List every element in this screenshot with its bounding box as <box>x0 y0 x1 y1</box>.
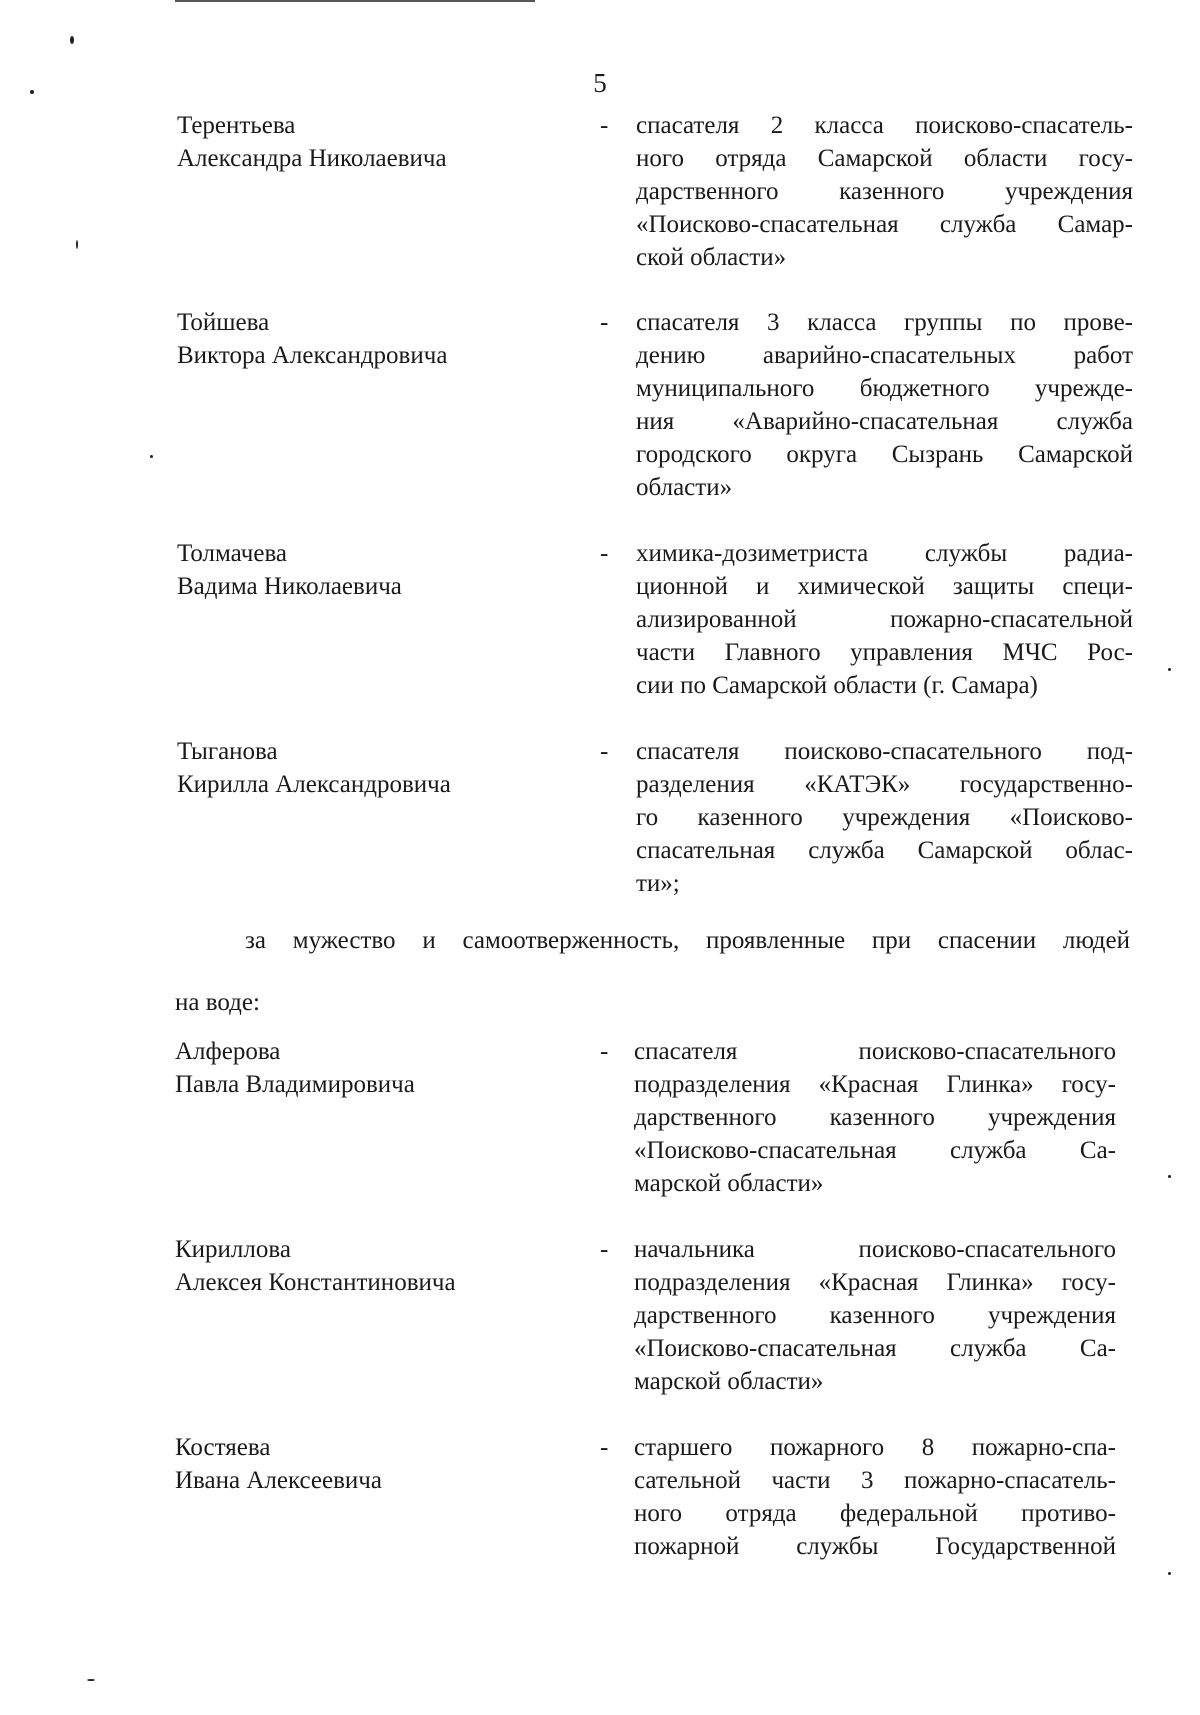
description-line: дарственного казенного учреждения <box>636 178 1133 205</box>
description-line: ного отряда федеральной противо- <box>634 1500 1116 1527</box>
scan-speck <box>1168 668 1171 671</box>
position-description <box>634 1233 1116 1398</box>
description-line: ти»; <box>636 870 680 897</box>
scan-speck <box>1168 1175 1171 1178</box>
given-names: Кирилла Александровича <box>177 771 451 798</box>
description-line: ния «Аварийно-спасательная служба <box>636 408 1133 435</box>
position-description <box>636 537 1133 702</box>
description-line: «Поисково-спасательная служба Са- <box>634 1335 1116 1362</box>
position-description <box>634 1431 1116 1563</box>
position-description <box>636 735 1133 900</box>
scan-speck <box>1168 1572 1171 1575</box>
surname: Терентьева <box>177 112 296 139</box>
person-name <box>175 1431 565 1497</box>
description-line: дарственного казенного учреждения <box>634 1104 1116 1131</box>
given-names: Александра Николаевича <box>177 145 447 172</box>
entry-dash: - <box>600 738 609 765</box>
description-line: спасателя 2 класса поисково-спасатель- <box>636 112 1133 139</box>
given-names: Вадима Николаевича <box>177 573 402 600</box>
scan-speck <box>70 36 74 44</box>
entry-dash: - <box>600 1038 609 1065</box>
description-line: марской области» <box>634 1368 824 1395</box>
description-line: части Главного управления МЧС Рос- <box>636 639 1133 666</box>
description-line: разделения «КАТЭК» государственно- <box>636 771 1133 798</box>
person-name <box>177 735 567 801</box>
description-line: «Поисково-спасательная служба Самар- <box>636 211 1133 238</box>
scan-speck <box>87 1679 95 1681</box>
position-description <box>634 1035 1116 1200</box>
surname: Тыганова <box>177 738 278 765</box>
entry-dash: - <box>600 1434 609 1461</box>
description-line: сательной части 3 пожарно-спасатель- <box>634 1467 1116 1494</box>
person-name <box>177 109 567 175</box>
description-line: ской области» <box>636 244 787 271</box>
description-line: ного отряда Самарской области госу- <box>636 145 1133 172</box>
description-line: области» <box>636 474 733 501</box>
scan-speck <box>76 240 78 249</box>
description-line: сии по Самарской области (г. Самара) <box>636 672 1038 699</box>
person-name <box>177 537 567 603</box>
position-description <box>636 306 1133 504</box>
entry-dash: - <box>600 1236 609 1263</box>
surname: Тойшева <box>177 309 270 336</box>
given-names: Ивана Алексеевича <box>175 1467 382 1494</box>
description-line: «Поисково-спасательная служба Са- <box>634 1137 1116 1164</box>
description-line: начальника поисково-спасательного <box>634 1236 1116 1263</box>
scan-top-rule <box>175 0 535 2</box>
description-line: дению аварийно-спасательных работ <box>636 342 1133 369</box>
page-number: 5 <box>593 68 607 98</box>
person-name <box>175 1233 565 1299</box>
description-line: подразделения «Красная Глинка» госу- <box>634 1269 1116 1296</box>
surname: Кириллова <box>175 1236 291 1263</box>
description-line: спасателя 3 класса группы по прове- <box>636 309 1133 336</box>
person-name <box>177 306 567 372</box>
position-description <box>636 109 1133 274</box>
description-line: пожарной службы Государственной <box>634 1533 1116 1560</box>
description-line: го казенного учреждения «Поисково- <box>636 804 1133 831</box>
description-line: старшего пожарного 8 пожарно-спа- <box>634 1434 1116 1461</box>
scan-speck <box>150 455 153 458</box>
surname: Костяева <box>175 1434 271 1461</box>
description-line: городского округа Сызрань Самарской <box>636 441 1133 468</box>
description-line: химика-дозиметриста службы радиа- <box>636 540 1133 567</box>
entry-dash: - <box>600 540 609 567</box>
award-reason-paragraph-end: на воде: <box>175 989 260 1016</box>
award-reason-paragraph: за мужество и самоотверженность, проявленные при спасении людей <box>245 927 1130 954</box>
description-line: спасателя поисково-спасательного <box>634 1038 1116 1065</box>
entry-dash: - <box>600 309 609 336</box>
description-line: подразделения «Красная Глинка» госу- <box>634 1071 1116 1098</box>
description-line: спасателя поисково-спасательного под- <box>636 738 1133 765</box>
description-line: спасательная служба Самарской облас- <box>636 837 1133 864</box>
given-names: Павла Владимировича <box>175 1071 415 1098</box>
description-line: дарственного казенного учреждения <box>634 1302 1116 1329</box>
surname: Алферова <box>175 1038 281 1065</box>
person-name <box>175 1035 565 1101</box>
surname: Толмачева <box>177 540 288 567</box>
description-line: муниципального бюджетного учрежде- <box>636 375 1133 402</box>
description-line: ализированной пожарно-спасательной <box>636 606 1133 633</box>
description-line: марской области» <box>634 1170 824 1197</box>
description-line: ционной и химической защиты специ- <box>636 573 1133 600</box>
given-names: Алексея Константиновича <box>175 1269 456 1296</box>
entry-dash: - <box>600 112 609 139</box>
given-names: Виктора Александровича <box>177 342 448 369</box>
